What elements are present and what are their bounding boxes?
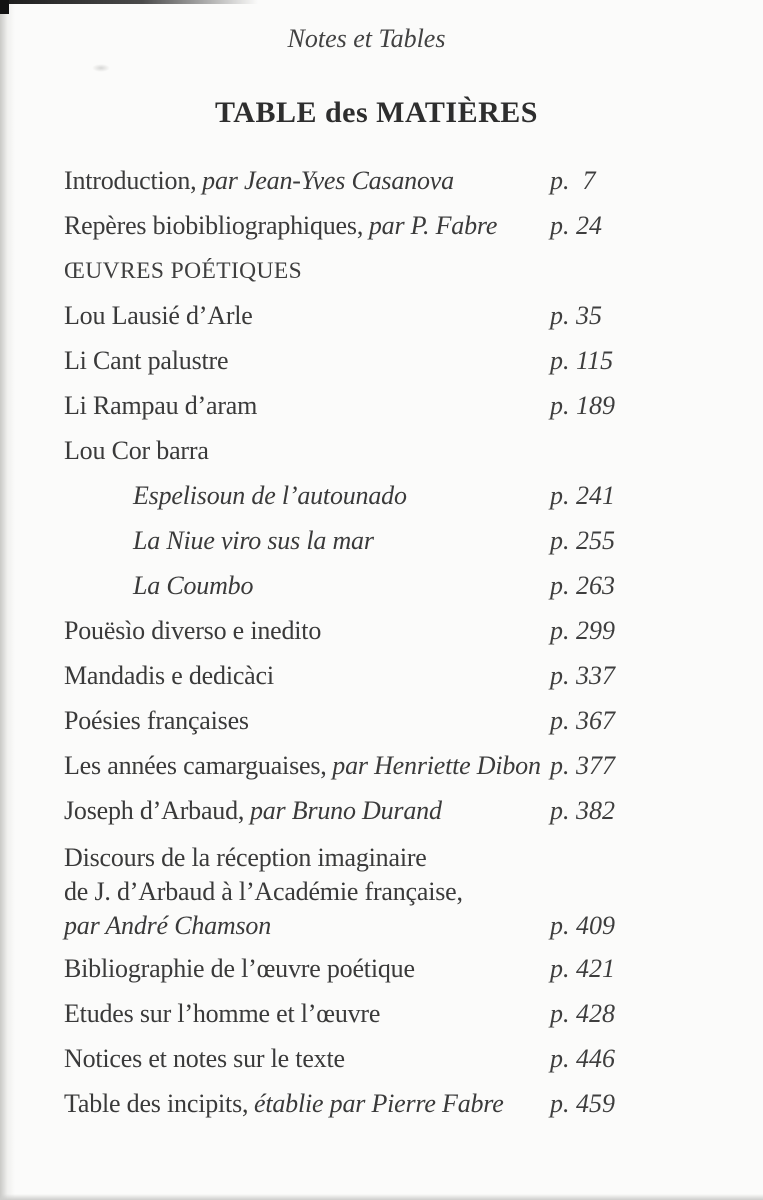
scan-artifact-top-edge-line <box>0 0 258 4</box>
entry-label: Li Rampau d’aram <box>64 391 258 420</box>
entry-page: p. 263 <box>550 571 615 600</box>
entry-label: Pouësìo diverso e inedito <box>64 616 322 645</box>
entry-label: Espelisoun de l’autounado <box>133 481 407 510</box>
entry-label: Lou Cor barra <box>64 436 209 465</box>
toc-entry-row <box>64 909 743 943</box>
entry-page: p. 24 <box>550 211 602 240</box>
scan-artifact-corner-mark <box>0 0 9 14</box>
entry-page: p. 367 <box>550 706 615 735</box>
entry-label: Mandadis e dedicàci <box>64 661 274 690</box>
entry-page: p. 35 <box>550 301 602 330</box>
entry-label: Joseph d’Arbaud, par Bruno Durand <box>64 796 442 825</box>
entry-page: p. 382 <box>550 796 615 825</box>
entry-label: Repères biobibliographiques, par P. Fabre <box>64 211 498 240</box>
toc-entry <box>64 751 743 796</box>
toc-subentry <box>64 481 743 526</box>
entry-label: Poésies françaises <box>64 706 249 735</box>
entry-author: par André Chamson <box>64 911 272 940</box>
scan-artifact-left-edge-shadow <box>0 0 15 1200</box>
table-of-contents <box>64 166 743 1134</box>
entry-label: La Coumbo <box>133 571 254 600</box>
entry-page: p. 421 <box>550 954 615 983</box>
toc-section-heading <box>64 256 743 301</box>
scan-artifact-smudge <box>92 64 110 72</box>
toc-entry <box>64 166 743 211</box>
entry-label: Introduction, par Jean-Yves Casanova <box>64 166 454 195</box>
running-header: Notes et Tables <box>287 24 446 53</box>
entry-page: p. 337 <box>550 661 615 690</box>
entry-label: Etudes sur l’homme et l’œuvre <box>64 999 381 1028</box>
toc-entry <box>64 301 743 346</box>
entry-label: Notices et notes sur le texte <box>64 1044 345 1073</box>
entry-page: p. 428 <box>550 999 615 1028</box>
toc-entry <box>64 391 743 436</box>
entry-label: de J. d’Arbaud à l’Académie française, <box>64 877 463 906</box>
entry-author: par Bruno Durand <box>249 796 442 825</box>
entry-page: p. 255 <box>550 526 615 555</box>
toc-entry <box>64 706 743 751</box>
entry-page: p. 377 <box>550 751 615 780</box>
entry-page: p. 115 <box>550 346 614 375</box>
toc-subentry <box>64 526 743 571</box>
toc-entry-multiline <box>64 841 743 943</box>
entry-label: ŒUVRES POÉTIQUES <box>64 258 303 284</box>
entry-page: p. 7 <box>550 166 596 195</box>
entry-label: Discours de la réception imaginaire <box>64 843 427 872</box>
entry-page: p. 299 <box>550 616 615 645</box>
toc-entry <box>64 1044 743 1089</box>
entry-page: p. 446 <box>550 1044 615 1073</box>
toc-subentry <box>64 571 743 616</box>
entry-page: p. 189 <box>550 391 615 420</box>
toc-entry <box>64 1089 743 1134</box>
entry-label: Lou Lausié d’Arle <box>64 301 253 330</box>
entry-author: par Jean-Yves Casanova <box>202 166 454 195</box>
toc-entry <box>64 436 743 481</box>
entry-label: Les années camarguaises, par Henriette Dibon <box>64 751 541 780</box>
entry-label: Li Cant palustre <box>64 346 229 375</box>
toc-entry <box>64 999 743 1044</box>
entry-page: p. 459 <box>550 1089 615 1118</box>
entry-page: p. 409 <box>550 911 615 940</box>
entry-author: par P. Fabre <box>368 211 498 240</box>
toc-entry <box>64 616 743 661</box>
entry-label: La Niue viro sus la mar <box>133 526 374 555</box>
page-title: TABLE des MATIÈRES <box>215 96 538 129</box>
toc-entry <box>64 796 743 841</box>
toc-entry <box>64 954 743 999</box>
entry-page: p. 241 <box>550 481 615 510</box>
entry-label: Bibliographie de l’œuvre poétique <box>64 954 415 983</box>
toc-entry <box>64 346 743 391</box>
entry-author: établie par Pierre Fabre <box>254 1089 504 1118</box>
entry-author: par Henriette Dibon <box>332 751 541 780</box>
toc-entry <box>64 661 743 706</box>
scan-artifact-bottom-edge <box>0 1194 763 1200</box>
toc-entry <box>64 211 743 256</box>
entry-label: Table des incipits, établie par Pierre Fabre <box>64 1089 504 1118</box>
